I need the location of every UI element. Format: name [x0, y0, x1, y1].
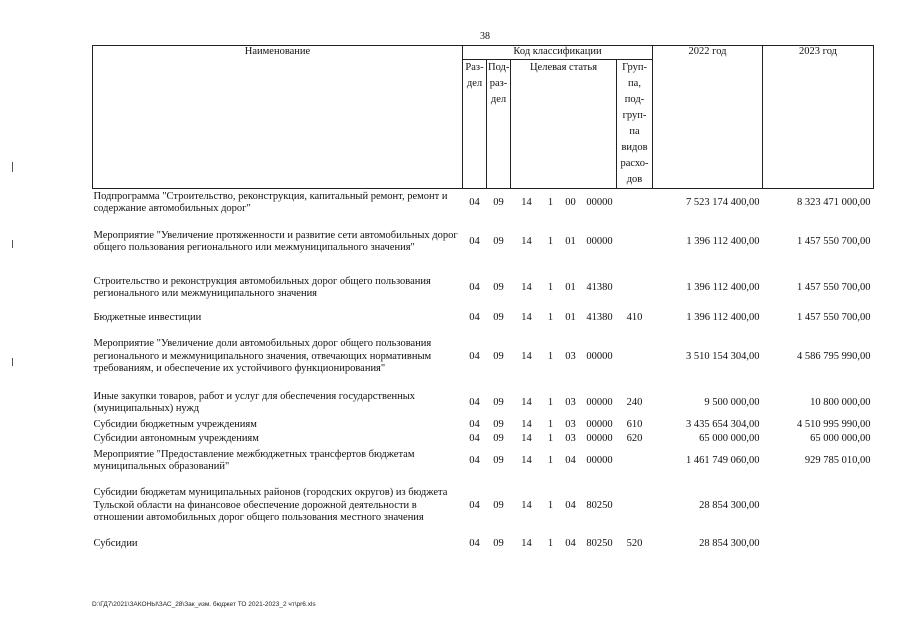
row-subsection: 09: [493, 197, 504, 208]
header-year-2023: 2023 год: [763, 46, 874, 189]
row-target-code: 80250: [586, 499, 613, 511]
row-target-subprogram: 1: [547, 350, 554, 362]
row-target-code: 00000: [586, 454, 613, 466]
row-expense-group: [617, 326, 653, 388]
row-expense-group: [617, 446, 653, 476]
row-target-event: 01: [565, 311, 576, 323]
row-amount-2023: 4 510 995 990,00: [797, 418, 871, 430]
row-target-program: 14: [521, 235, 532, 247]
row-expense-group: 240: [626, 396, 643, 408]
row-target-code: 00000: [586, 197, 613, 208]
row-expense-group: [617, 218, 653, 266]
row-section: 04: [469, 281, 480, 293]
row-target-code: 00000: [586, 432, 613, 444]
row-target-program: 14: [521, 197, 532, 208]
row-target-event: 01: [565, 235, 576, 247]
row-target-program: 14: [521, 311, 532, 323]
row-target-program: 14: [521, 281, 532, 293]
row-amount-2023: 10 800 000,00: [810, 396, 871, 408]
row-amount-2022: 28 854 300,00: [699, 499, 760, 511]
row-target-subprogram: 1: [547, 537, 554, 549]
row-target-subprogram: 1: [547, 499, 554, 511]
row-section: 04: [469, 197, 480, 208]
row-section: 04: [469, 311, 480, 323]
row-amount-2023: 929 785 010,00: [804, 454, 871, 466]
row-subsection: 09: [493, 418, 504, 430]
row-target-event: 03: [565, 350, 576, 362]
row-section: 04: [469, 396, 480, 408]
scan-margin-mark: [12, 162, 13, 172]
row-section: 04: [469, 350, 480, 362]
row-target-program: 14: [521, 418, 532, 430]
row-target-subprogram: 1: [547, 311, 554, 323]
row-amount-2023: 8 323 471 000,00: [797, 197, 871, 208]
row-target-subprogram: 1: [547, 197, 554, 208]
row-target-program: 14: [521, 537, 532, 549]
row-amount-2023: [763, 536, 874, 552]
table-row: [93, 326, 874, 388]
row-target-subprogram: 1: [547, 396, 554, 408]
row-target-subprogram: 1: [547, 281, 554, 293]
row-section: 04: [469, 432, 480, 444]
row-target-subprogram: 1: [547, 418, 554, 430]
row-subsection: 09: [493, 311, 504, 323]
row-amount-2023: 65 000 000,00: [810, 432, 871, 444]
row-subsection: 09: [493, 432, 504, 444]
row-expense-group: 620: [626, 432, 643, 444]
row-target-event: 04: [565, 454, 576, 466]
row-target-code: 80250: [586, 537, 613, 549]
row-amount-2022: 7 523 174 400,00: [686, 197, 760, 208]
row-target-code: 41380: [586, 311, 613, 323]
row-target-subprogram: 1: [547, 454, 554, 466]
row-amount-2023: 1 457 550 700,00: [797, 235, 871, 247]
row-target-program: 14: [521, 350, 532, 362]
row-name: Субсидии автономным учреждениям: [93, 432, 259, 444]
page-number: 38: [480, 31, 490, 42]
row-name: Мероприятие "Предоставление межбюджетных трансфертов бюджетам муниципальных образований": [93, 448, 415, 472]
header-row-top: [93, 46, 874, 60]
row-name: Подпрограмма "Строительство, реконструкция, капитальный ремонт, ремонт и содержание автомобильных дорог": [93, 190, 448, 215]
row-target-code: 00000: [586, 350, 613, 362]
row-subsection: 09: [493, 454, 504, 466]
table-row: [93, 446, 874, 476]
row-name: Субсидии: [93, 537, 138, 549]
row-expense-group: [617, 266, 653, 310]
header-year-2022: 2022 год: [653, 46, 763, 189]
budget-table: [92, 45, 874, 552]
row-name: Субсидии бюджетам муниципальных районов (городских округов) из бюджета Тульской области на финансовое обеспечение дорожной деятельности в отношении автомобильных дорог общего пользования местного значения: [93, 487, 448, 524]
header-section: Раз-дел: [463, 59, 487, 188]
scan-margin-mark: [12, 358, 13, 366]
row-amount-2022: 65 000 000,00: [699, 432, 760, 444]
row-target-program: 14: [521, 499, 532, 511]
header-code: Код классификации: [463, 46, 653, 60]
table-row: [93, 536, 874, 552]
row-target-program: 14: [521, 454, 532, 466]
row-section: 04: [469, 454, 480, 466]
row-amount-2022: 1 396 112 400,00: [686, 281, 760, 293]
row-subsection: 09: [493, 235, 504, 247]
row-amount-2023: 4 586 795 990,00: [797, 350, 871, 362]
row-target-event: 01: [565, 281, 576, 293]
row-name: Бюджетные инвестиции: [93, 311, 202, 323]
row-target-event: 03: [565, 432, 576, 444]
row-subsection: 09: [493, 350, 504, 362]
row-expense-group: 520: [626, 537, 643, 549]
row-amount-2022: 1 461 749 060,00: [686, 454, 760, 466]
row-target-event: 04: [565, 499, 576, 511]
header-name: Наименование: [93, 46, 463, 189]
row-subsection: 09: [493, 537, 504, 549]
row-name: Иные закупки товаров, работ и услуг для обеспечения государственных (муниципальных) нужд: [93, 390, 416, 414]
row-expense-group: [617, 188, 653, 218]
table-row: [93, 432, 874, 446]
row-subsection: 09: [493, 281, 504, 293]
row-amount-2022: 1 396 112 400,00: [686, 235, 760, 247]
header-target-item: Целевая статья: [511, 59, 617, 188]
table-row: [93, 266, 874, 310]
row-name: Мероприятие "Увеличение доли автомобильных дорог общего пользования регионального и межмуниципального значения, отвечающих нормативным требованиям, и обеспечение их устойчивого функционирования": [93, 338, 432, 375]
row-target-event: 04: [565, 537, 576, 549]
row-target-code: 41380: [586, 281, 613, 293]
row-target-event: 03: [565, 418, 576, 430]
row-name: Субсидии бюджетным учреждениям: [93, 418, 257, 430]
table-row: [93, 218, 874, 266]
table-row: [93, 418, 874, 432]
table-row: [93, 388, 874, 418]
row-target-subprogram: 1: [547, 235, 554, 247]
row-amount-2022: 1 396 112 400,00: [686, 311, 760, 323]
row-target-subprogram: 1: [547, 432, 554, 444]
row-amount-2023: [763, 476, 874, 536]
row-section: 04: [469, 499, 480, 511]
row-name: Строительство и реконструкция автомобильных дорог общего пользования регионального или межмуниципального значения: [93, 275, 431, 299]
row-target-event: 00: [565, 197, 576, 208]
row-target-event: 03: [565, 396, 576, 408]
row-subsection: 09: [493, 499, 504, 511]
row-target-code: 00000: [586, 418, 613, 430]
header-expense-group: Груп-па, под-груп-па видов расхо-дов: [617, 59, 653, 188]
table-row: [93, 310, 874, 326]
row-expense-group: 610: [626, 418, 643, 430]
row-target-code: 00000: [586, 396, 613, 408]
row-subsection: 09: [493, 396, 504, 408]
footer-file-path: D:\ГД7\2021\ЗАКОНЫ\ЗАС_28\Зак_изм. бюджет ТО 2021-2023_2 чт\pr6.xls: [92, 601, 316, 608]
row-target-program: 14: [521, 432, 532, 444]
row-amount-2023: 1 457 550 700,00: [797, 311, 871, 323]
table-row: [93, 476, 874, 536]
row-target-program: 14: [521, 396, 532, 408]
row-expense-group: [617, 476, 653, 536]
scan-margin-mark: [12, 240, 13, 248]
row-amount-2022: 3 510 154 304,00: [686, 350, 760, 362]
row-section: 04: [469, 235, 480, 247]
header-subsection: Под-раз-дел: [487, 59, 511, 188]
row-amount-2022: 28 854 300,00: [699, 537, 760, 549]
row-expense-group: 410: [626, 311, 643, 323]
row-amount-2023: 1 457 550 700,00: [797, 281, 871, 293]
row-amount-2022: 9 500 000,00: [704, 396, 760, 408]
row-section: 04: [469, 537, 480, 549]
row-name: Мероприятие "Увеличение протяженности и развитие сети автомобильных дорог общего пользования регионального или межмуниципального значения": [93, 229, 458, 253]
row-target-code: 00000: [586, 235, 613, 247]
row-section: 04: [469, 418, 480, 430]
row-amount-2022: 3 435 654 304,00: [686, 418, 760, 430]
table-row: [93, 188, 874, 218]
